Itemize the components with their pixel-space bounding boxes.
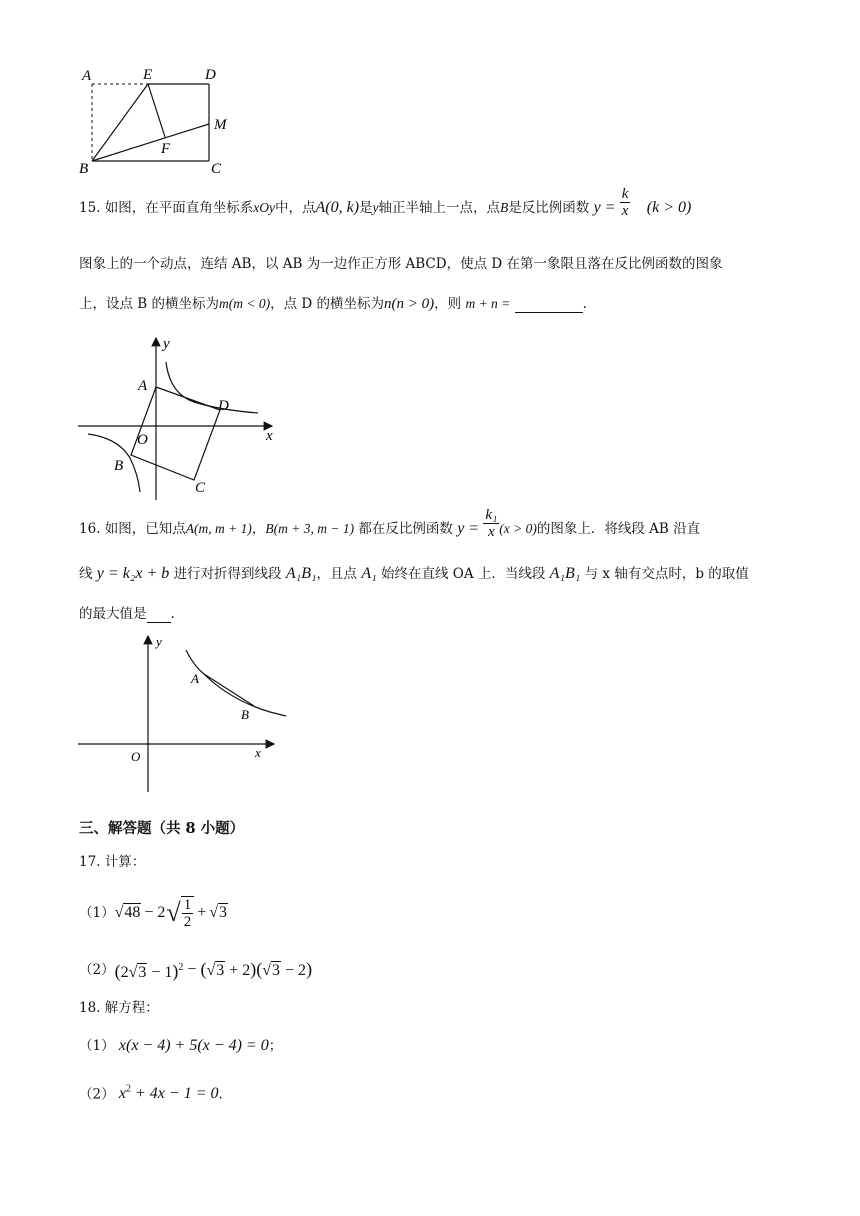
figure-square-hyperbola (70, 330, 290, 502)
label-o: O (137, 432, 148, 448)
label-c: C (211, 161, 222, 177)
label-y: y (156, 634, 162, 649)
expr-group-1: $(2√3 - 1)^2$ (114, 960, 184, 981)
label-d: D (205, 67, 216, 83)
question-number: 15. (79, 200, 101, 216)
label-c: C (195, 480, 206, 496)
label-m: M (214, 117, 227, 133)
label-x: x (266, 428, 273, 444)
question-15-line-3: 上，设点 B 的横坐标为m(m < 0)，点 D 的横坐标为n(n > 0)，则 m + n = . (79, 296, 587, 312)
question-18-part-2: （2） $x^2 + 4x - 1 = 0$. (79, 1084, 223, 1103)
segment-be (92, 84, 148, 161)
question-17-title: 17. 计算： (79, 854, 146, 870)
expr-sqrt-48: √48 (114, 904, 141, 921)
section-heading: 三、解答题（共 8 小题） (79, 820, 245, 837)
question-15-line-1: 15. 如图，在平面直角坐标系xOy中，点A(0, k)是y轴正半轴上一点，点B是反比例函数 y = $\frac{k}{x}$ (k > 0) (79, 186, 692, 219)
label-a: A (191, 671, 199, 686)
question-16-line-2: 线 y = k₂x + b 进行对折得到线段 A₁B₁，且点 A₁ 始终在直线 OA 上．当线段 A₁B₁ 与 x 轴有交点时，b 的取值 (79, 565, 749, 582)
label-e: E (143, 67, 153, 83)
label-a: A (138, 378, 148, 394)
segment-bm (92, 124, 209, 161)
question-16-line-1: 16. 如图，已知点A(m, m + 1)，B(m + 3, m − 1) 都在反比例函数 y = $\frac{\text{k₁}}{x}$ (x > 0)的图象上．将线段 AB 沿直 (79, 507, 701, 540)
expr-sqrt-half: √ $\frac{1}{2}$ (166, 896, 194, 930)
figure-hyperbola-segment-ab (70, 630, 290, 796)
segment-ab (204, 674, 254, 706)
label-f: F (161, 141, 171, 157)
question-17-part-1: （1） √48 − 2 √ $\frac{1}{2}$ + √3 (79, 897, 227, 930)
label-d: D (218, 398, 229, 414)
question-18-title: 18. 解方程： (79, 1000, 159, 1016)
segment-ef (148, 84, 165, 137)
question-16-line-3: 的最大值是 . (79, 606, 175, 622)
label-o: O (131, 749, 141, 764)
answer-blank[interactable] (147, 608, 171, 623)
label-a: A (82, 68, 92, 84)
label-b: B (114, 458, 124, 474)
expr-group-2: (√3 + 2) (200, 959, 257, 979)
expr-sqrt-3: √3 (209, 904, 227, 921)
figure-rectangle-abcd (70, 60, 240, 182)
fraction-k-over-x: $\frac{k}{x}$ (621, 186, 629, 219)
answer-blank[interactable] (515, 298, 583, 313)
hyperbola-first-quadrant (166, 362, 258, 413)
label-y: y (163, 336, 170, 352)
question-18-part-1: （1） x(x − 4) + 5(x − 4) = 0； (79, 1037, 283, 1054)
label-b: B (241, 707, 249, 722)
label-b: B (79, 161, 89, 177)
fraction-k1-over-x: $\frac{\text{k₁}}{x}$ (485, 507, 498, 540)
hyperbola-curve (186, 650, 286, 716)
question-15-line-2: 图象上的一个动点，连结 AB，以 AB 为一边作正方形 ABCD，使点 D 在第一象限且落在反比例函数的图象 (79, 256, 723, 272)
expr-group-3: (√3 − 2) (256, 959, 313, 979)
label-x: x (255, 745, 261, 760)
question-number: 16. (79, 521, 101, 537)
question-17-part-2: （2） $(2√3 - 1)^2$ − (√3 + 2) (√3 − 2) (79, 959, 313, 981)
